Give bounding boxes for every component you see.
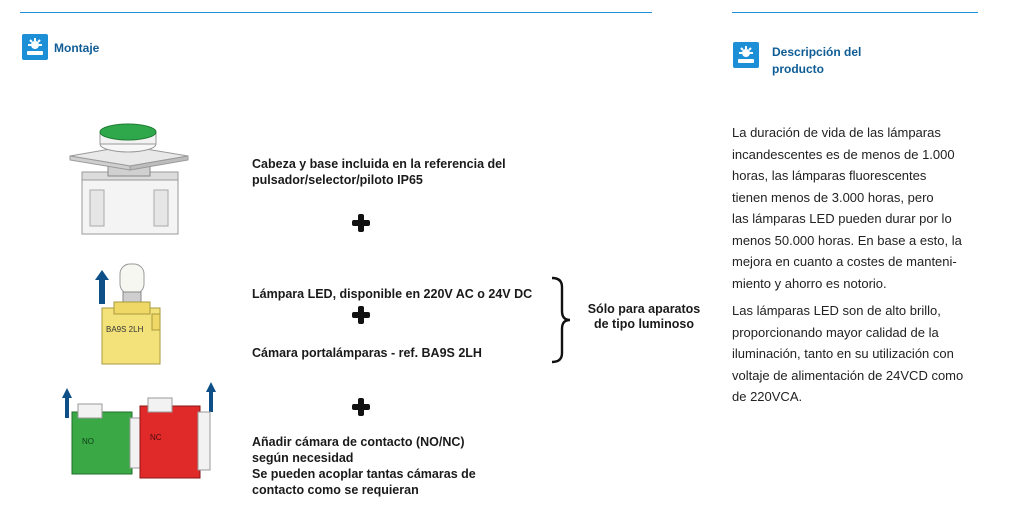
contact-line3: Se pueden acoplar tantas cámaras de xyxy=(252,467,476,481)
lamp-holder-text: Cámara portalámparas - ref. BA9S 2LH xyxy=(252,346,482,360)
desc-line: proporcionando mayor calidad de la xyxy=(732,324,939,340)
desc-line: horas, las lámparas fluorescentes xyxy=(732,168,927,183)
pushbutton-head-illustration xyxy=(64,120,192,242)
desc-line: incandescentes es de menos de 1.000 xyxy=(732,146,955,162)
top-rule-right xyxy=(732,12,978,13)
led-lamp-text: Lámpara LED, disponible en 220V AC o 24V DC xyxy=(252,287,533,301)
desc-line: miento y ahorro es notorio. xyxy=(732,275,887,291)
bracket-note-line1: Sólo para aparatos xyxy=(587,302,701,316)
section-title-line1: Descripción del xyxy=(772,45,862,59)
settings-gear-icon xyxy=(733,42,759,68)
contact-blocks-illustration xyxy=(58,382,218,488)
contact-line2: según necesidad xyxy=(252,451,354,465)
contact-text xyxy=(252,434,476,498)
led-lamp-holder-illustration xyxy=(90,250,180,368)
top-rule-left xyxy=(20,12,652,13)
plus-icon xyxy=(352,306,370,324)
contact-line4: contacto como se requieran xyxy=(252,483,419,497)
desc-line: iluminación, tanto en su utilización con xyxy=(732,346,954,361)
desc-line: tienen menos de 3.000 horas, pero xyxy=(732,189,934,205)
desc-line: Las lámparas LED son de alto brillo, xyxy=(732,303,941,318)
holder-label: BA9S 2LH xyxy=(106,325,144,334)
desc-line: las lámparas LED pueden durar por lo xyxy=(732,211,952,226)
contact-green-label: NO xyxy=(82,437,94,446)
section-title-montaje: Montaje xyxy=(54,41,100,55)
head-base-line2: pulsador/selector/piloto IP65 xyxy=(252,173,423,187)
section-title-line2: producto xyxy=(772,62,824,76)
description-paragraph-1 xyxy=(732,122,984,294)
desc-line: La duración de vida de las lámparas xyxy=(732,125,941,140)
desc-line: mejora en cuanto a costes de manteni- xyxy=(732,254,957,269)
section-title-descripcion xyxy=(772,44,861,78)
bracket-note-line2: de tipo luminoso xyxy=(594,317,694,331)
desc-line: menos 50.000 horas. En base a esto, la xyxy=(732,232,962,248)
desc-line: de 220VCA. xyxy=(732,389,803,404)
head-base-line1: Cabeza y base incluida en la referencia del xyxy=(252,157,506,171)
curly-bracket xyxy=(548,275,572,365)
plus-icon xyxy=(352,398,370,416)
bracket-note xyxy=(578,302,710,332)
contact-line1: Añadir cámara de contacto (NO/NC) xyxy=(252,435,465,449)
desc-line: voltaje de alimentación de 24VCD como xyxy=(732,367,964,383)
head-base-text xyxy=(252,156,506,188)
product-description xyxy=(732,122,984,414)
description-paragraph-2 xyxy=(732,300,984,408)
plus-icon xyxy=(352,214,370,232)
contact-red-label: NC xyxy=(150,433,162,442)
settings-gear-icon xyxy=(22,34,48,60)
